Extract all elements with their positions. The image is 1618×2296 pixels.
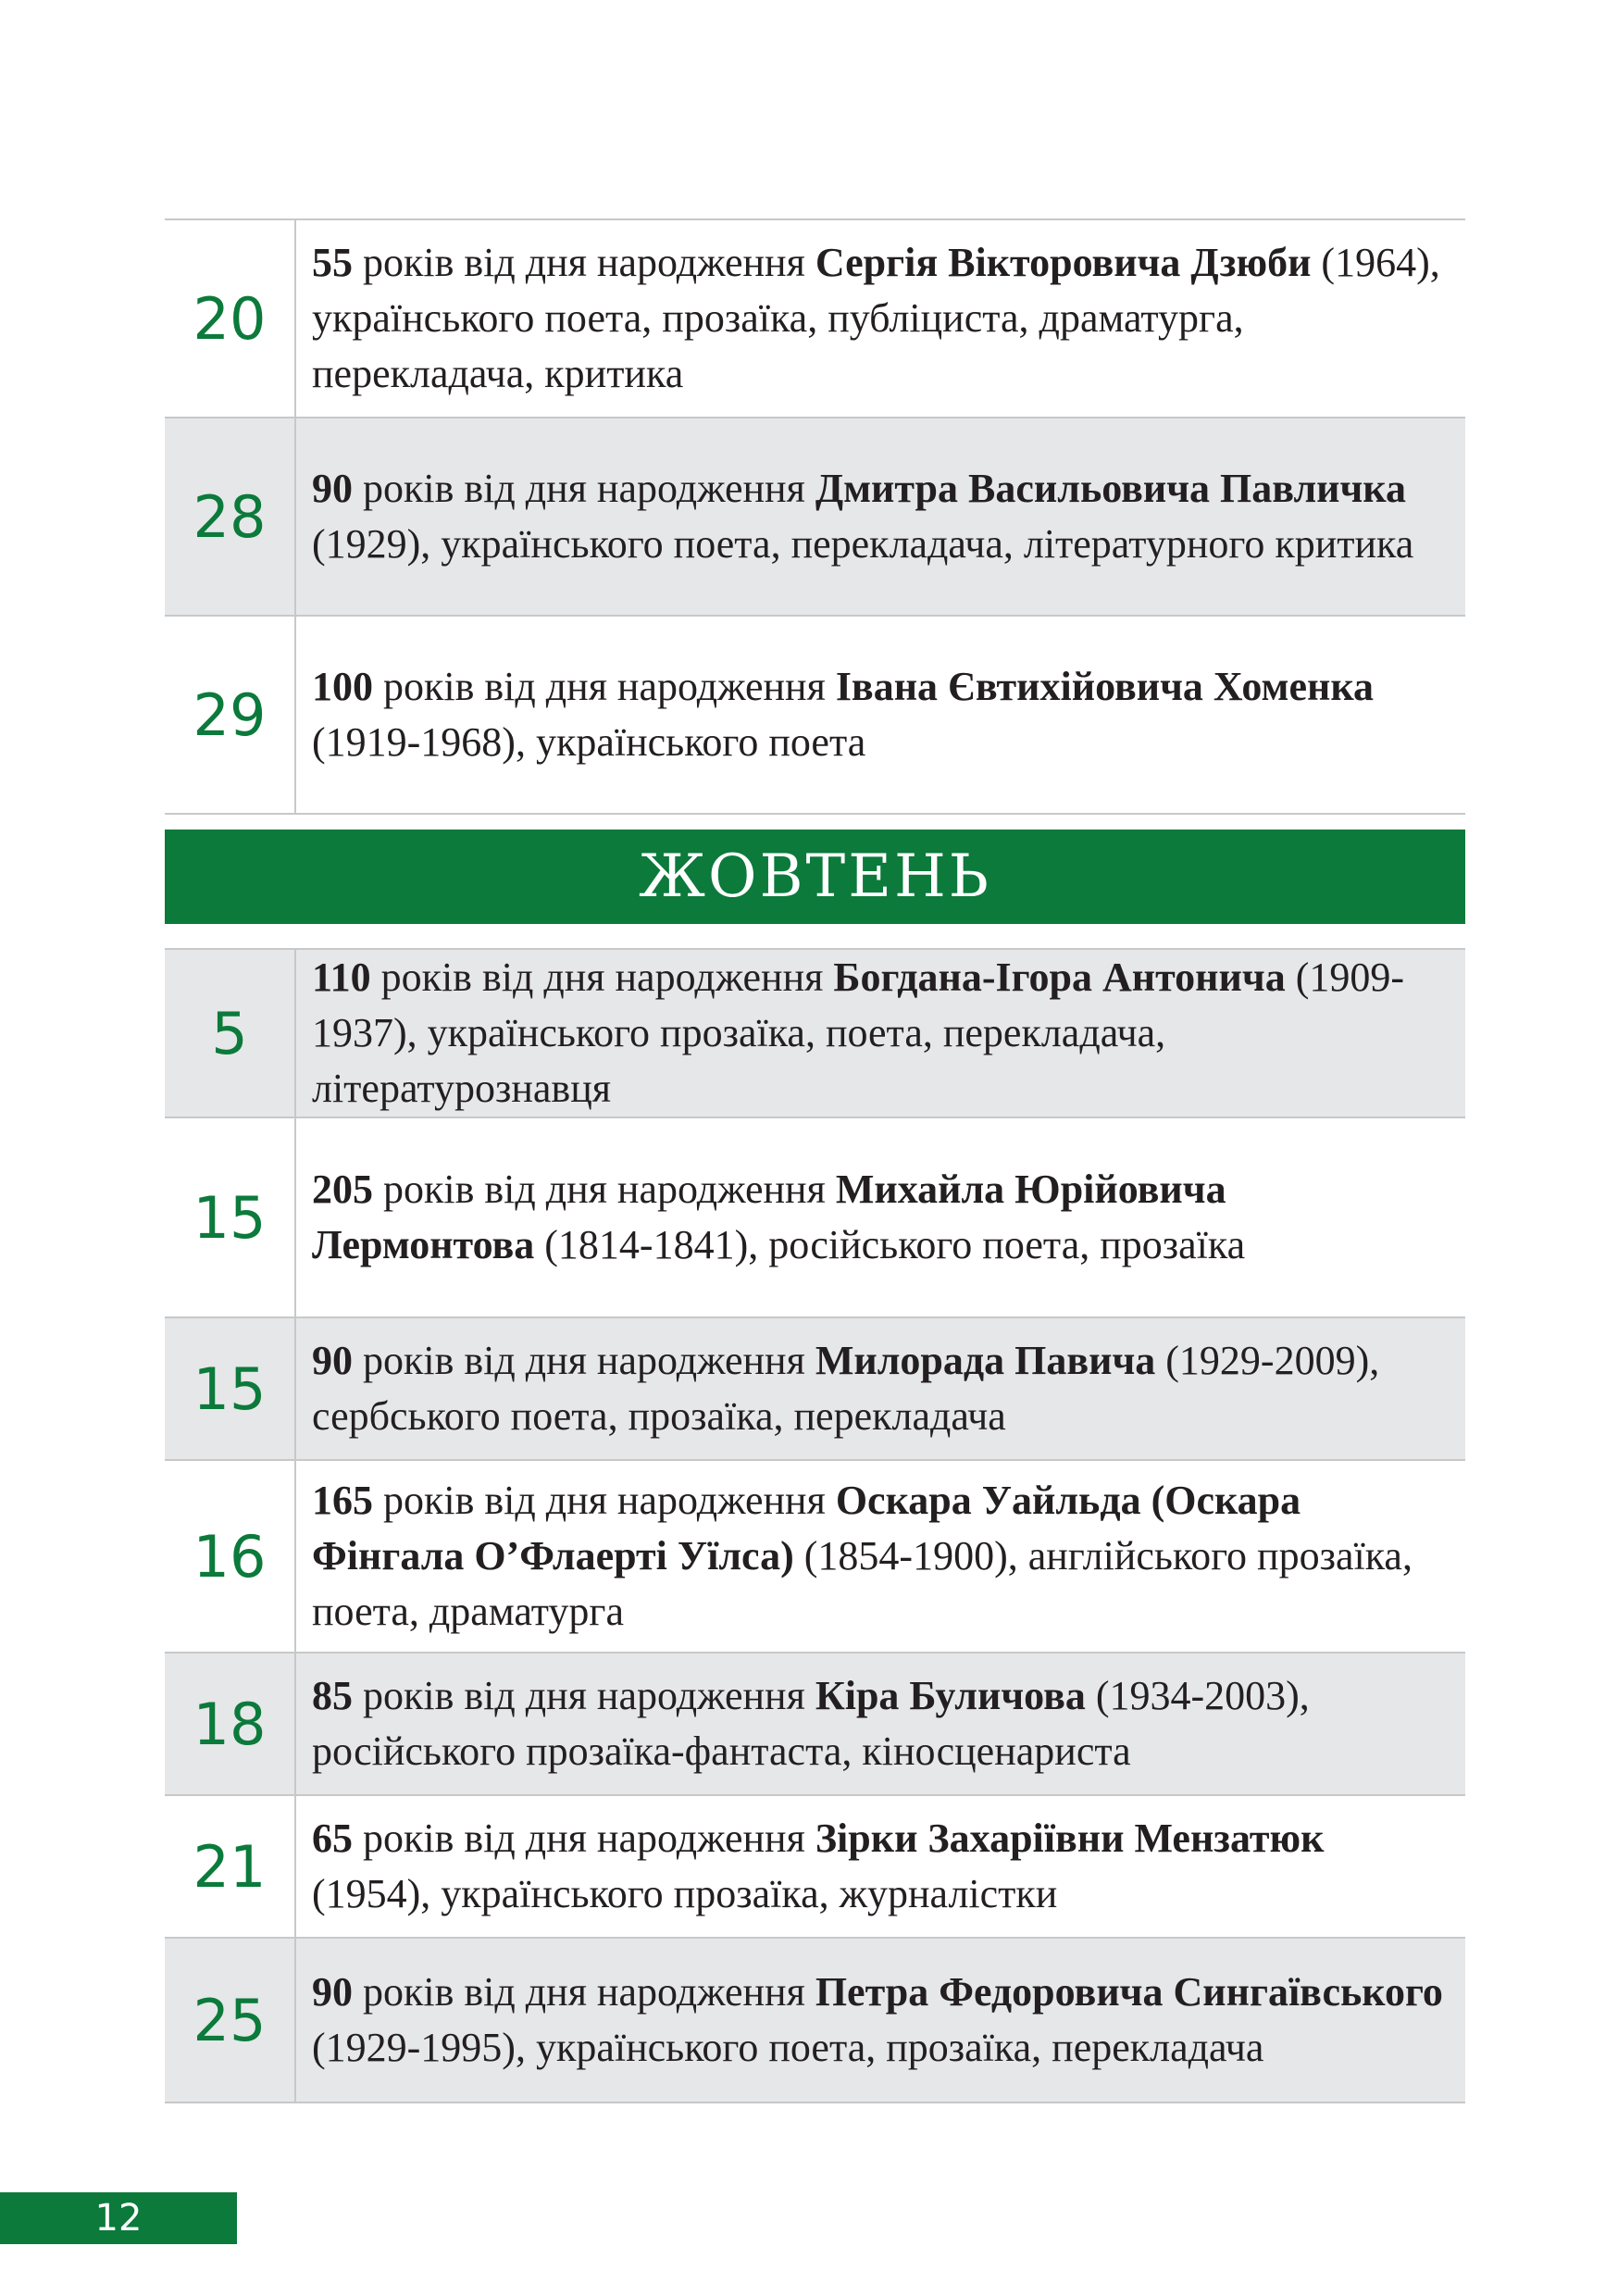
entry-text: 110 років від дня народження Богдана-Ігора Антонича (1909-1937), українського прозаїка, поета, перекладача, літературознавця bbox=[312, 955, 1404, 1111]
entry-text: 85 років від дня народження Кіра Буличова (1934-2003), російського прозаїка-фантаста, кіносценариста bbox=[312, 1673, 1310, 1774]
table-row bbox=[165, 1939, 1465, 2103]
day-number: 16 bbox=[165, 1461, 296, 1652]
table-row bbox=[165, 1118, 1465, 1318]
day-number: 18 bbox=[165, 1653, 296, 1794]
day-number: 15 bbox=[165, 1118, 296, 1316]
month-heading: ЖОВТЕНЬ bbox=[165, 830, 1465, 924]
day-number: 20 bbox=[165, 220, 296, 417]
table-row bbox=[165, 1461, 1465, 1653]
entry-text: 100 років від дня народження Івана Євтихійовича Хоменка (1919-1968), українського поета bbox=[312, 664, 1375, 765]
day-number: 15 bbox=[165, 1318, 296, 1459]
table-row bbox=[165, 1653, 1465, 1796]
day-number: 28 bbox=[165, 418, 296, 615]
table-row bbox=[165, 617, 1465, 815]
entry-text: 205 років від дня народження Михайла Юрійовича Лермонтова (1814-1841), російського поета, прозаїка bbox=[312, 1167, 1246, 1267]
entry-text: 90 років від дня народження Петра Федоровича Сингаївського (1929-1995), українського поета, прозаїка, перекладача bbox=[312, 1969, 1443, 2070]
entry-text: 55 років від дня народження Сергія Вікторовича Дзюби (1964), українського поета, прозаїка, публіциста, драматурга, перекладача, критика bbox=[312, 240, 1440, 396]
day-number: 21 bbox=[165, 1796, 296, 1937]
september-table bbox=[165, 218, 1465, 815]
table-row bbox=[165, 1796, 1465, 1939]
table-row bbox=[165, 1318, 1465, 1461]
entry-text: 65 років від дня народження Зірки Захаріївни Мензатюк (1954), українського прозаїка, журналістки bbox=[312, 1816, 1325, 1916]
day-number: 29 bbox=[165, 617, 296, 813]
october-table bbox=[165, 948, 1465, 2103]
entry-text: 90 років від дня народження Милорада Павича (1929-2009), сербського поета, прозаїка, перекладача bbox=[312, 1338, 1380, 1439]
day-number: 25 bbox=[165, 1939, 296, 2102]
table-row bbox=[165, 948, 1465, 1118]
day-number: 5 bbox=[165, 950, 296, 1117]
entry-text: 165 років від дня народження Оскара Уайльда (Оскара Фінгала О’Флаерті Уїлса) (1854-1900), англійського прозаїка, поета, драматурга bbox=[312, 1478, 1413, 1634]
entry-text: 90 років від дня народження Дмитра Васильовича Павличка (1929), українського поета, перекладача, літературного критика bbox=[312, 466, 1414, 567]
page-number: 12 bbox=[0, 2192, 237, 2244]
table-row bbox=[165, 418, 1465, 617]
table-row bbox=[165, 218, 1465, 418]
